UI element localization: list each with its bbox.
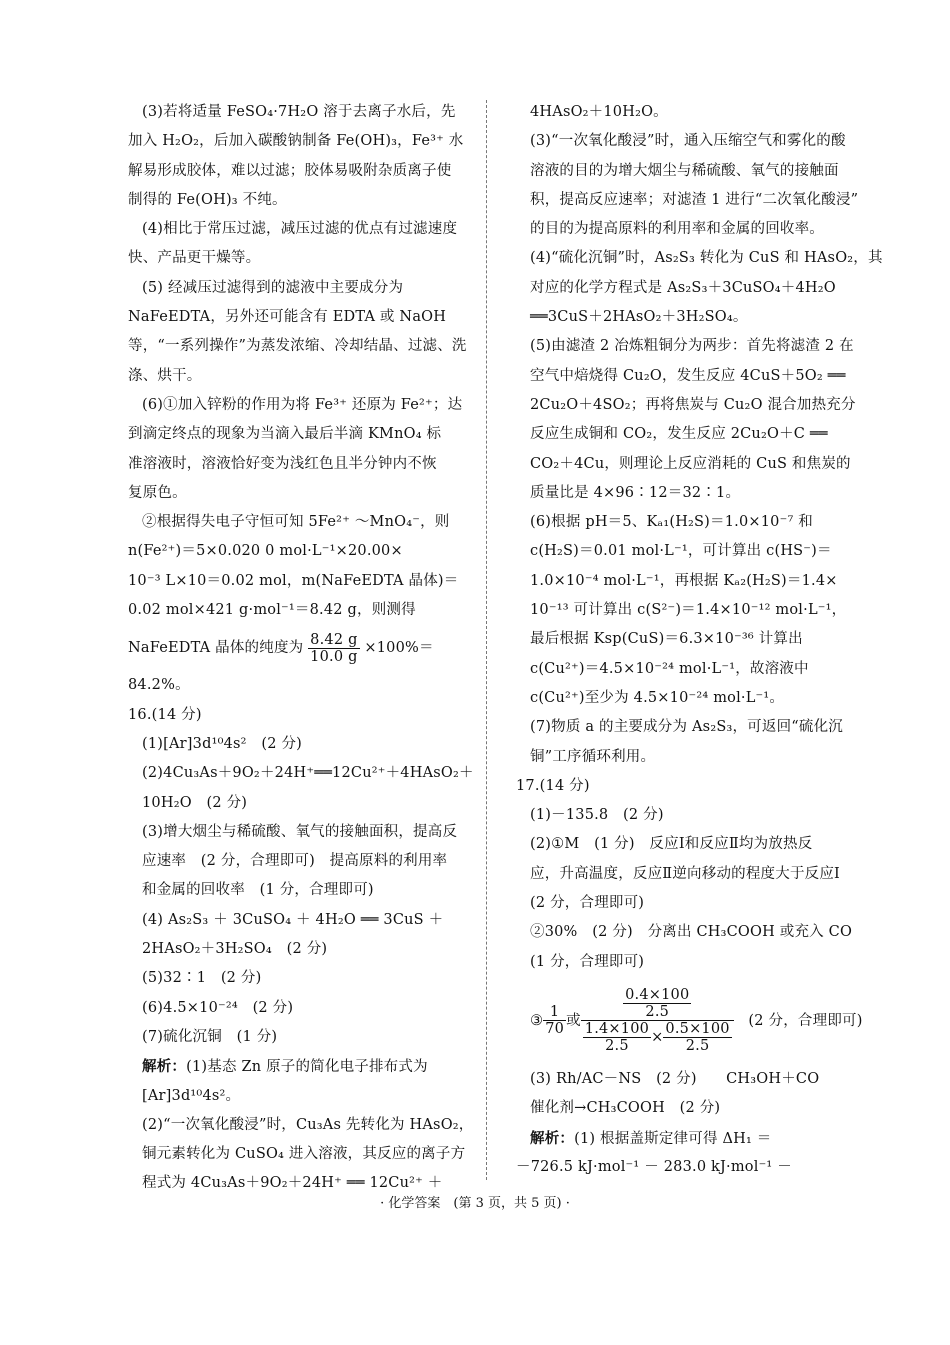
right-line: 2Cu₂O＋4SO₂；再将焦炭与 Cu₂O 混合加热充分 — [530, 396, 856, 413]
left-line: 制得的 Fe(OH)₃ 不纯。 — [128, 191, 287, 208]
left-line: (4) As₂S₃ ＋ 3CuSO₄ ＋ 4H₂O ══ 3CuS ＋ — [142, 911, 444, 928]
left-line: 复原色。 — [128, 484, 187, 501]
left-line: [Ar]3d¹⁰4s²。 — [142, 1087, 241, 1104]
right-line: (6)根据 pH＝5、Kₐ₁(H₂S)＝1.0×10⁻⁷ 和 — [530, 514, 813, 531]
purity-prefix: NaFeEDTA 晶体的纯度为 — [128, 640, 304, 657]
right-line: 积，提高反应速率；对滤渣 1 进行“二次氧化酸浸” — [530, 191, 859, 208]
bottom-right-fraction-numerator: 0.5×100 — [665, 1021, 730, 1038]
left-line: NaFeEDTA，另外还可能含有 EDTA 或 NaOH — [128, 309, 447, 326]
purity-fraction-denominator: 10.0 g — [310, 648, 358, 665]
left-line: (5) 经减压过滤得到的滤液中主要成分为 — [142, 279, 404, 296]
right-line: (1 分，合理即可) — [530, 953, 645, 970]
circled-three: ③ — [530, 1012, 544, 1029]
right-line: 催化剂→CH₃COOH (2 分) — [530, 1100, 721, 1117]
equilibrium-fraction-line — [516, 977, 863, 1065]
left-line: (3)增大烟尘与稀硫酸、氧气的接触面积，提高反 — [142, 823, 458, 840]
simple-fraction — [543, 1004, 566, 1037]
right-line: (7)物质 a 的主要成分为 As₂S₃，可返回“硫化沉 — [530, 719, 843, 736]
right-line: 应，升高温度，反应Ⅱ逆向移动的程度大于反应Ⅰ — [530, 865, 840, 882]
bottom-right-fraction — [663, 1021, 731, 1054]
left-line: 解易形成胶体，难以过滤；胶体易吸附杂质离子使 — [128, 162, 452, 179]
analysis-line — [516, 1124, 848, 1153]
left-line: (4)相比于常压过滤，减压过滤的优点有过滤速度 — [142, 221, 458, 238]
compound-denominator — [581, 1021, 734, 1054]
right-line: 空气中焙烧得 Cu₂O，发生反应 4CuS＋5O₂ ══ — [530, 367, 846, 384]
left-line: (3)若将适量 FeSO₄·7H₂O 溶于去离子水后，先 — [142, 104, 456, 120]
right-line: (2 分，合理即可) — [530, 895, 645, 912]
right-line: 对应的化学方程式是 As₂S₃＋3CuSO₄＋4H₂O — [530, 279, 836, 296]
right-line: (5)由滤渣 2 冶炼粗铜分为两步：首先将滤渣 2 在 — [530, 338, 854, 355]
right-line: 10⁻¹³ 可计算出 c(S²⁻)＝1.4×10⁻¹² mol·L⁻¹， — [530, 602, 847, 619]
left-line: 等，“一系列操作”为蒸发浓缩、冷却结晶、过滤、洗 — [128, 338, 467, 355]
left-line: (2)4Cu₃As＋9O₂＋24H⁺══12Cu²⁺＋4HAsO₂＋ — [142, 765, 474, 782]
right-line: c(Cu²⁺)至少为 4.5×10⁻²⁴ mol·L⁻¹。 — [530, 689, 785, 706]
left-line: (2)“一次氧化酸浸”时，Cu₃As 先转化为 HAsO₂， — [142, 1116, 474, 1133]
left-line: 84.2%。 — [128, 677, 190, 694]
right-line: CO₂＋4Cu，则理论上反应消耗的 CuS 和焦炭的 — [530, 455, 851, 472]
right-line: 1.0×10⁻⁴ mol·L⁻¹，再根据 Kₐ₂(H₂S)＝1.4× — [530, 572, 838, 589]
purity-line — [128, 625, 458, 671]
right-line: －726.5 kJ·mol⁻¹ － 283.0 kJ·mol⁻¹ － — [516, 1158, 792, 1175]
left-line: ②根据得失电子守恒可知 5Fe²⁺ ～MnO₄⁻，则 — [142, 514, 450, 531]
left-line: 准溶液时，溶液恰好变为浅红色且半分钟内不恢 — [128, 455, 437, 472]
left-line: (6)①加入锌粉的作用为将 Fe³⁺ 还原为 Fe²⁺；达 — [142, 396, 463, 413]
column-divider — [486, 100, 487, 1180]
right-line: 铜”工序循环利用。 — [530, 748, 656, 765]
top-fraction — [623, 987, 691, 1020]
right-line: 质量比是 4×96∶12＝32∶1。 — [530, 484, 741, 501]
simple-fraction-denominator: 70 — [545, 1021, 565, 1038]
simple-fraction-numerator: 1 — [543, 1004, 566, 1021]
top-fraction-numerator: 0.4×100 — [625, 987, 690, 1004]
left-line: 10⁻³ L×10＝0.02 mol，m(NaFeEDTA 晶体)＝ — [128, 572, 459, 589]
compound-fraction — [581, 987, 734, 1054]
top-fraction-denominator: 2.5 — [645, 1004, 670, 1021]
times-sign: × — [651, 1029, 664, 1046]
bottom-left-fraction-denominator: 2.5 — [605, 1038, 629, 1055]
question-heading: 17.(14 分) — [516, 777, 590, 794]
bottom-left-fraction-numerator: 1.4×100 — [584, 1021, 650, 1038]
left-line: 铜元素转化为 CuSO₄ 进入溶液，其反应的离子方 — [142, 1146, 466, 1163]
score-note: (2 分，合理即可) — [748, 1012, 863, 1029]
left-line: (6)4.5×10⁻²⁴ (2 分) — [142, 999, 294, 1016]
left-line: 加入 H₂O₂，后加入碳酸钠制备 Fe(OH)₃，Fe³⁺ 水 — [128, 133, 464, 150]
left-line: (5)32∶1 (2 分) — [142, 970, 262, 987]
left-line: 2HAsO₂＋3H₂SO₄ (2 分) — [142, 941, 328, 958]
analysis-text: (1)基态 Zn 原子的简化电子排布式为 — [186, 1059, 428, 1076]
right-line: 溶液的目的为增大烟尘与稀硫酸、氧气的接触面 — [530, 162, 839, 179]
bottom-left-fraction — [583, 1021, 651, 1054]
right-line: (3) Rh/AC－NS (2 分) CH₃OH＋CO — [530, 1070, 820, 1087]
right-line: c(H₂S)＝0.01 mol·L⁻¹，可计算出 c(HS⁻)＝ — [530, 543, 832, 560]
left-line: 10H₂O (2 分) — [142, 794, 248, 811]
bottom-right-fraction-denominator: 2.5 — [685, 1038, 710, 1055]
right-line: 4HAsO₂＋10H₂O。 — [530, 104, 668, 120]
right-line: ══3CuS＋2HAsO₂＋3H₂SO₄。 — [530, 309, 748, 326]
purity-suffix: ×100%＝ — [364, 640, 434, 657]
analysis-line — [128, 1052, 458, 1081]
left-line: 应速率 (2 分，合理即可) 提高原料的利用率 — [142, 853, 448, 870]
left-line: 程式为 4Cu₃As＋9O₂＋24H⁺ ══ 12Cu²⁺ ＋ — [142, 1175, 443, 1192]
left-line: 0.02 mol×421 g·mol⁻¹＝8.42 g，则测得 — [128, 602, 416, 619]
or-text: 或 — [566, 1012, 581, 1029]
left-line: 到滴定终点的现象为当滴入最后半滴 KMnO₄ 标 — [128, 426, 442, 443]
right-line: (3)“一次氧化酸浸”时，通入压缩空气和雾化的酸 — [530, 133, 846, 150]
right-line: 最后根据 Ksp(CuS)＝6.3×10⁻³⁶ 计算出 — [530, 631, 803, 648]
right-line: 的目的为提高原料的利用率和金属的回收率。 — [530, 221, 824, 238]
question-heading: 16.(14 分) — [128, 706, 202, 723]
left-line: 涤、烘干。 — [128, 367, 202, 384]
right-line: 反应生成铜和 CO₂，发生反应 2Cu₂O＋C ══ — [530, 426, 828, 443]
purity-fraction-numerator: 8.42 g — [310, 631, 358, 648]
left-line: (1)[Ar]3d¹⁰4s² (2 分) — [142, 735, 303, 752]
page-footer: · 化学答案 (第 3 页，共 5 页) · — [380, 1196, 570, 1211]
left-line: 和金属的回收率 (1 分，合理即可) — [142, 882, 374, 899]
right-line: c(Cu²⁺)＝4.5×10⁻²⁴ mol·L⁻¹，故溶液中 — [530, 660, 809, 677]
right-line: (4)“硫化沉铜”时，As₂S₃ 转化为 CuS 和 HAsO₂，其 — [530, 250, 883, 267]
compound-numerator — [581, 987, 734, 1021]
right-column — [516, 98, 883, 1182]
left-line: 快、产品更干燥等。 — [128, 250, 261, 267]
purity-fraction — [308, 632, 359, 665]
left-line: (7)硫化沉铜 (1 分) — [142, 1028, 278, 1045]
analysis-label: 解析： — [530, 1129, 575, 1147]
right-line: (2)①M (1 分) 反应Ⅰ和反应Ⅱ均为放热反 — [530, 836, 813, 853]
right-line: (1)－135.8 (2 分) — [530, 807, 664, 824]
left-line: n(Fe²⁺)＝5×0.020 0 mol·L⁻¹×20.00× — [128, 543, 403, 560]
analysis-label: 解析： — [142, 1058, 187, 1076]
left-column — [128, 98, 474, 1199]
analysis-text: (1) 根据盖斯定律可得 ΔH₁ ＝ — [574, 1130, 772, 1147]
right-line: ②30% (2 分) 分离出 CH₃COOH 或充入 CO — [530, 924, 853, 941]
